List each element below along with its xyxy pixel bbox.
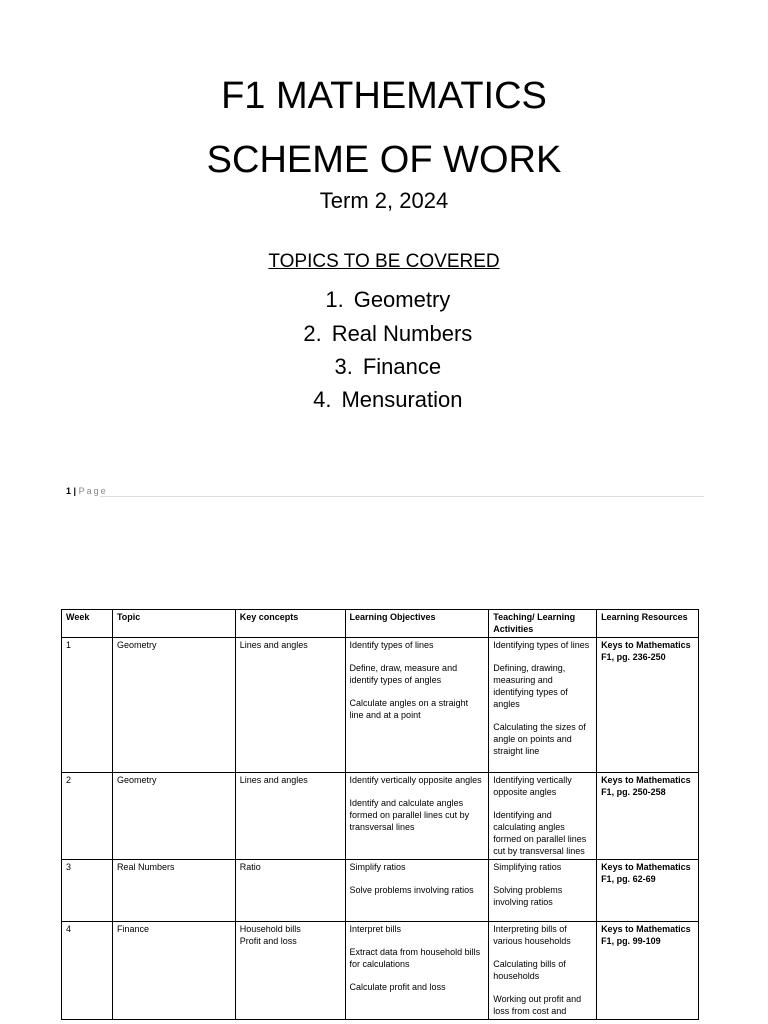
objective: Interpret bills	[349, 924, 402, 934]
cell-objectives	[345, 638, 489, 773]
table-row	[62, 922, 699, 1020]
page-number: 1	[66, 486, 72, 496]
objective: Identify and calculate angles formed on parallel lines cut by transversal lines	[349, 798, 470, 832]
topic-number: 4.	[313, 387, 332, 412]
cell-topic: Geometry	[112, 773, 235, 860]
table-row	[62, 638, 699, 773]
cell-objectives	[345, 860, 489, 922]
cell-resources: Keys to Mathematics F1, pg. 99-109	[597, 922, 699, 1020]
cell-objectives	[345, 922, 489, 1020]
objective: Define, draw, measure and identify types of angles	[349, 663, 458, 685]
activity: Identifying vertically opposite angles	[493, 775, 572, 797]
topic-number: 1.	[325, 287, 344, 312]
page-footer	[66, 486, 108, 496]
objective: Solve problems involving ratios	[349, 885, 474, 895]
activity: Defining, drawing, measuring and identifying types of angles	[493, 663, 568, 709]
activity: Calculating the sizes of angle on points and straight line	[493, 722, 586, 756]
header-key-concepts: Key concepts	[235, 610, 345, 638]
header-learning-objectives: Learning Objectives	[345, 610, 489, 638]
scheme-of-work-table	[61, 609, 699, 1020]
cell-topic: Geometry	[112, 638, 235, 773]
cell-concepts	[235, 860, 345, 922]
objective: Calculate angles on a straight line and at a point	[349, 698, 469, 720]
objective: Identify types of lines	[349, 640, 434, 650]
activity: Identifying types of lines	[493, 640, 590, 650]
cell-topic: Real Numbers	[112, 860, 235, 922]
cell-activities	[489, 638, 597, 773]
topics-heading: TOPICS TO BE COVERED	[268, 251, 500, 272]
header-week: Week	[62, 610, 113, 638]
table-row	[62, 860, 699, 922]
topic-item	[0, 351, 768, 383]
activity: Solving problems involving ratios	[493, 885, 563, 907]
document-title-line-2: SCHEME OF WORK	[206, 139, 562, 181]
concept: Profit and loss	[239, 936, 297, 946]
footer-separator: |	[73, 486, 77, 496]
document-title-line-1: F1 MATHEMATICS	[221, 75, 547, 117]
topic-name: Real Numbers	[331, 321, 473, 346]
topic-name: Finance	[362, 354, 442, 379]
cell-activities	[489, 922, 597, 1020]
activity: Working out profit and loss from cost and	[493, 994, 582, 1016]
table-header-row	[62, 610, 699, 638]
concept: Lines and angles	[239, 775, 308, 785]
concept: Lines and angles	[239, 640, 308, 650]
objective: Simplify ratios	[349, 862, 406, 872]
cell-resources: Keys to Mathematics F1, pg. 236-250	[597, 638, 699, 773]
cell-topic: Finance	[112, 922, 235, 1020]
cell-week: 4	[62, 922, 113, 1020]
header-resources: Learning Resources	[597, 610, 699, 638]
cell-concepts	[235, 773, 345, 860]
activity: Calculating bills of households	[493, 959, 566, 981]
cell-objectives	[345, 773, 489, 860]
cell-week: 1	[62, 638, 113, 773]
topic-number: 2.	[303, 321, 322, 346]
term-label: Term 2, 2024	[319, 188, 449, 213]
objective: Calculate profit and loss	[349, 982, 446, 992]
activity: Identifying and calculating angles formed on parallel lines cut by transversal lines	[493, 810, 587, 856]
cell-week: 2	[62, 773, 113, 860]
objective: Identify vertically opposite angles	[349, 775, 482, 785]
concept: Household bills	[239, 924, 301, 934]
objective: Extract data from household bills for calculations	[349, 947, 481, 969]
topic-name: Geometry	[353, 287, 451, 312]
header-activities: Teaching/ Learning Activities	[489, 610, 597, 638]
topic-item	[0, 384, 768, 416]
activity: Interpreting bills of various households	[493, 924, 571, 946]
topic-item	[0, 318, 768, 350]
activity: Simplifying ratios	[493, 862, 562, 872]
cell-activities	[489, 773, 597, 860]
cell-activities	[489, 860, 597, 922]
cell-concepts	[235, 638, 345, 773]
topic-item	[0, 284, 768, 316]
footer-rule	[100, 496, 704, 497]
cell-week: 3	[62, 860, 113, 922]
cell-resources: Keys to Mathematics F1, pg. 62-69	[597, 860, 699, 922]
header-topic: Topic	[112, 610, 235, 638]
cell-concepts	[235, 922, 345, 1020]
table-row	[62, 773, 699, 860]
topic-name: Mensuration	[341, 387, 463, 412]
page-word: Page	[78, 486, 108, 496]
concept: Ratio	[239, 862, 261, 872]
cell-resources: Keys to Mathematics F1, pg. 250-258	[597, 773, 699, 860]
topic-number: 3.	[334, 354, 353, 379]
